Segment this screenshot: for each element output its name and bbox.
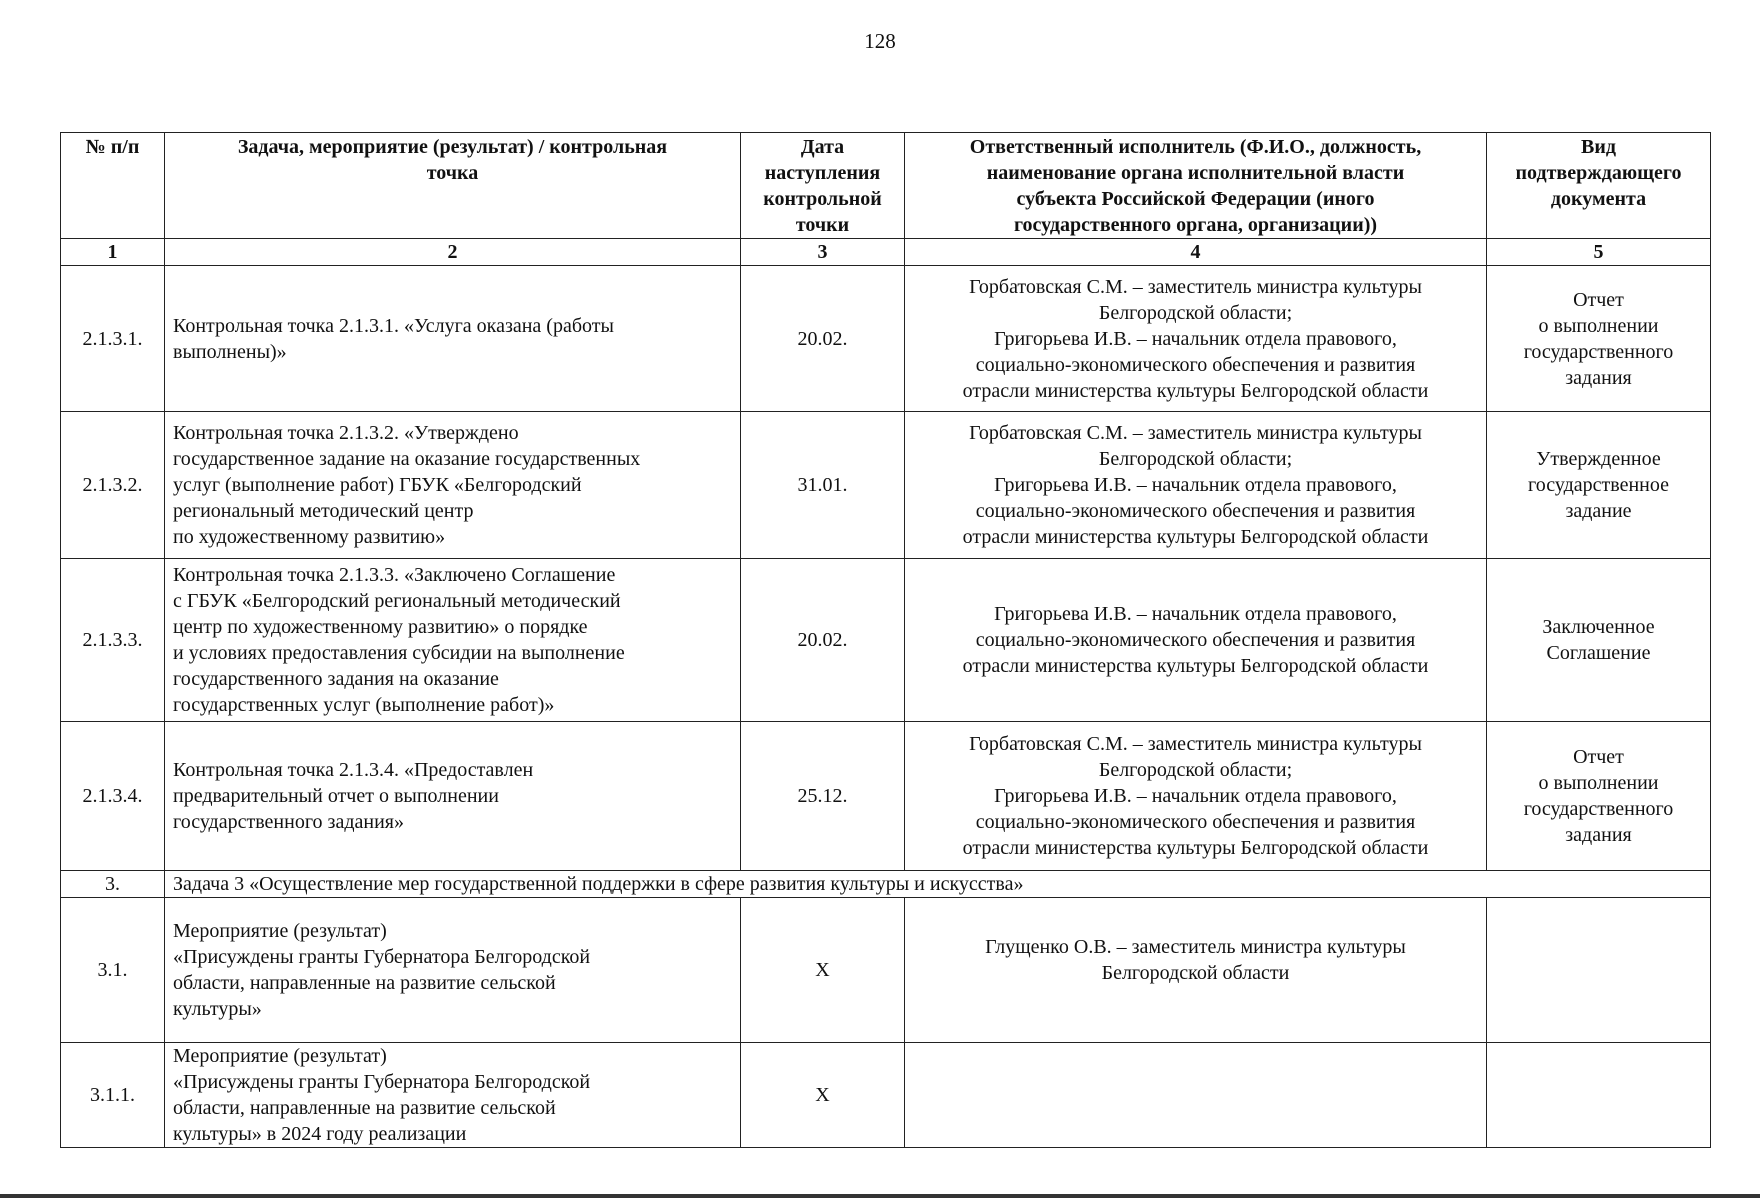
header-executor: Ответственный исполнитель (Ф.И.О., должность, наименование органа исполнительной власти субъекта Российской Федерации (иного государственного органа, организации)) xyxy=(905,133,1487,239)
row-document: Утвержденное государственное задание xyxy=(1487,412,1711,559)
column-number: 2 xyxy=(165,239,741,266)
column-number: 5 xyxy=(1487,239,1711,266)
table-row xyxy=(61,412,1711,559)
task-row xyxy=(61,871,1711,898)
header-row xyxy=(61,133,1711,239)
row-executor: Горбатовская С.М. – заместитель министра культуры Белгородской области; Григорьева И.В. – начальник отдела правового, социально-экономического обеспечения и развития отрасли министерства культуры Белгородской области xyxy=(905,722,1487,871)
task-title: Задача 3 «Осуществление мер государственной поддержки в сфере развития культуры и искусства» xyxy=(165,871,1711,898)
row-date: 31.01. xyxy=(741,412,905,559)
row-task: Мероприятие (результат) «Присуждены гранты Губернатора Белгородской области, направленные на развитие сельской культуры» в 2024 году реализации xyxy=(165,1043,741,1148)
row-executor: Глущенко О.В. – заместитель министра культуры Белгородской области xyxy=(905,898,1487,1043)
row-date: X xyxy=(741,898,905,1043)
table-row xyxy=(61,559,1711,722)
table-row xyxy=(61,898,1711,1043)
header-document: Вид подтверждающего документа xyxy=(1487,133,1711,239)
row-task: Контрольная точка 2.1.3.2. «Утверждено государственное задание на оказание государственных услуг (выполнение работ) ГБУК «Белгородский региональный методический центр по художественному развитию» xyxy=(165,412,741,559)
column-number: 1 xyxy=(61,239,165,266)
row-number: 3. xyxy=(61,871,165,898)
row-document: Отчет о выполнении государственного задания xyxy=(1487,722,1711,871)
header-date: Дата наступления контрольной точки xyxy=(741,133,905,239)
row-number: 3.1.1. xyxy=(61,1043,165,1148)
header-task: Задача, мероприятие (результат) / контрольная точка xyxy=(165,133,741,239)
page-number: 128 xyxy=(864,29,896,53)
bottom-scan-edge xyxy=(0,1194,1760,1198)
row-document: Отчет о выполнении государственного задания xyxy=(1487,266,1711,412)
row-document: Заключенное Соглашение xyxy=(1487,559,1711,722)
row-executor xyxy=(905,1043,1487,1148)
table-row xyxy=(61,1043,1711,1148)
row-number: 3.1. xyxy=(61,898,165,1043)
row-task: Контрольная точка 2.1.3.3. «Заключено Соглашение с ГБУК «Белгородский региональный методический центр по художественному развитию» о порядке и условиях предоставления субсидии на выполнение государственного задания на оказание государственных услуг (выполнение работ)» xyxy=(165,559,741,722)
row-date: 25.12. xyxy=(741,722,905,871)
row-number: 2.1.3.1. xyxy=(61,266,165,412)
header-number: № п/п xyxy=(61,133,165,239)
row-executor: Горбатовская С.М. – заместитель министра культуры Белгородской области; Григорьева И.В. – начальник отдела правового, социально-экономического обеспечения и развития отрасли министерства культуры Белгородской области xyxy=(905,412,1487,559)
row-date: 20.02. xyxy=(741,559,905,722)
row-document xyxy=(1487,898,1711,1043)
row-date: X xyxy=(741,1043,905,1148)
plan-table xyxy=(60,132,1711,1148)
row-task: Контрольная точка 2.1.3.1. «Услуга оказана (работы выполнены)» xyxy=(165,266,741,412)
row-number: 2.1.3.3. xyxy=(61,559,165,722)
row-number: 2.1.3.2. xyxy=(61,412,165,559)
row-executor: Григорьева И.В. – начальник отдела правового, социально-экономического обеспечения и развития отрасли министерства культуры Белгородской области xyxy=(905,559,1487,722)
table-row xyxy=(61,722,1711,871)
column-number-row xyxy=(61,239,1711,266)
row-document xyxy=(1487,1043,1711,1148)
row-task: Мероприятие (результат) «Присуждены гранты Губернатора Белгородской области, направленные на развитие сельской культуры» xyxy=(165,898,741,1043)
table-row xyxy=(61,266,1711,412)
column-number: 4 xyxy=(905,239,1487,266)
row-executor: Горбатовская С.М. – заместитель министра культуры Белгородской области; Григорьева И.В. – начальник отдела правового, социально-экономического обеспечения и развития отрасли министерства культуры Белгородской области xyxy=(905,266,1487,412)
row-number: 2.1.3.4. xyxy=(61,722,165,871)
row-task: Контрольная точка 2.1.3.4. «Предоставлен предварительный отчет о выполнении государственного задания» xyxy=(165,722,741,871)
row-date: 20.02. xyxy=(741,266,905,412)
column-number: 3 xyxy=(741,239,905,266)
